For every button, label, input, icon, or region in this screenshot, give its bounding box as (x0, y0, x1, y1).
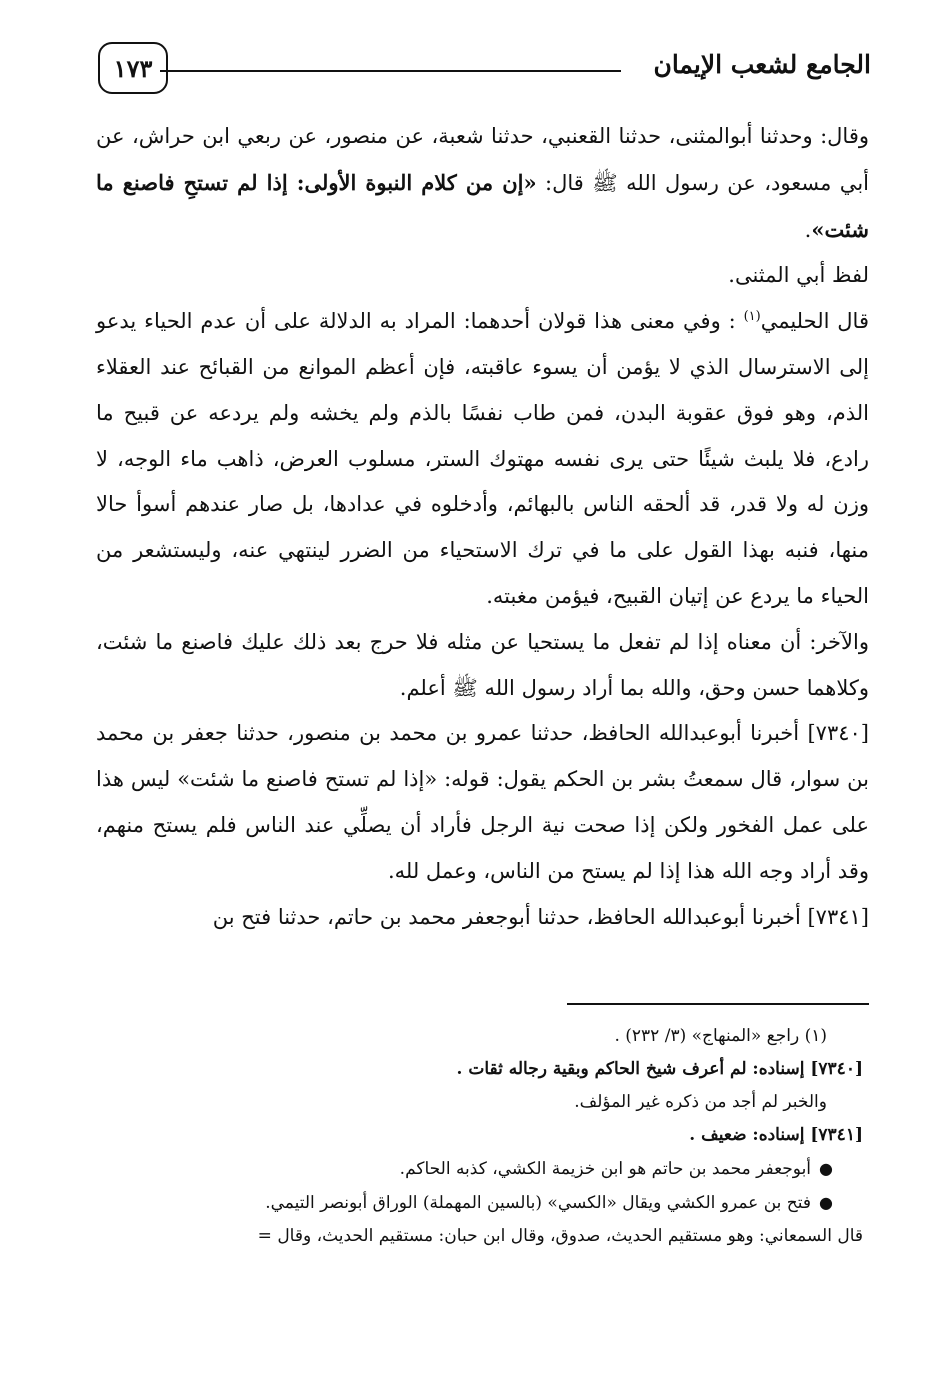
paragraph-6: [٧٣٤١] أخبرنا أبوعبدالله الحافظ، حدثنا أبوجعفر محمد بن حاتم، حدثنا فتح بن (212, 904, 869, 929)
bullet-icon: ● (819, 1159, 833, 1178)
book-title: الجامع لشعب الإيمان (653, 50, 871, 79)
page-number: ١٧٣ (98, 42, 168, 94)
footnote-bullet-1: ●أبوجعفر محمد بن حاتم هو ابن خزيمة الكشي، كذبه الحاكم. (110, 1152, 863, 1186)
paragraph-3 (96, 299, 869, 620)
p3-text: : وفي معنى هذا قولان أحدهما: المراد به الدلالة على أن عدم الحياء يدعو إلى الاسترسال الذي لا يؤمن أن يسوء عاقبته، فإن أعظم الموانع من القبائح عند العقلاء الذم، وهو فوق عقوبة البدن، فمن طاب نفسًا بالذم ولم يخشه ولم يردعه عن قبيح ما رادع، فلا يلبث شيئًا حتى يرى نفسه مهتوك الستر، مسلوب العرض، ذاهب ماء الوجه، لا وزن له ولا قدر، قد ألحقه الناس بالبهائم، وأدخلوه في عدادها، بل صار عندهم أسوأ حالا منها، فنبه بهذا القول على ما في ترك الاستحياء من الضرر لينتهي عنه، وليستشعر من الحياء ما يردع عن إتيان القبيح، فيؤمن مغبته. (96, 309, 869, 608)
footnote-7341: [٧٣٤١] إسناده: ضعيف . (689, 1125, 863, 1145)
p1-intro: وقال: وحدثنا أبوالمثنى، حدثنا القعنبي، حدثنا شعبة، عن منصور، عن ربعي ابن حراش، عن أبي مسعود، عن رسول الله ﷺ قال: (96, 124, 869, 195)
p1-quote: «إن من كلام النبوة الأولى: إذا لم تستحِ فاصنع ما شئت» (96, 169, 869, 242)
footnote-rule (567, 1003, 869, 1005)
footnote-7340: [٧٣٤٠] إسناده: لم أعرف شيخ الحاكم وبقية رجاله ثقات . (456, 1059, 863, 1079)
paragraph-4: والآخر: أن معناه إذا لم تفعل ما يستحيا عن مثله فلا حرج بعد ذلك عليك فاصنع ما شئت، وكلاهما حسن وحق، والله بما أراد رسول الله ﷺ أعلم. (96, 629, 869, 700)
footnotes (110, 1020, 863, 1253)
footnote-bullet-2: ●فتح بن عمرو الكشي ويقال «الكسي» (بالسين المهملة) الوراق أبونصر التيمي. (110, 1186, 863, 1220)
paragraph-2: لفظ أبي المثنى. (728, 263, 869, 288)
bullet-icon: ● (819, 1193, 833, 1212)
footnote-ref-1: (١) (743, 309, 761, 325)
footnote-7340-note: والخبر لم أجد من ذكره غير المؤلف. (574, 1092, 827, 1112)
footnote-1: (١) راجع «المنهاج» (٣/ ٢٣٢) . (614, 1026, 827, 1046)
header-rule (160, 70, 621, 72)
paragraph-5: [٧٣٤٠] أخبرنا أبوعبدالله الحافظ، حدثنا عمرو بن محمد بن منصور، حدثنا جعفر بن محمد بن سوار، قال سمعتُ بشر بن الحكم يقول: قوله: «إذا لم تستح فاصنع ما شئت» ليس هذا على عمل الفخور ولكن إذا صحت نية الرجل فأراد أن يصلِّي عند الناس فلم يستح منهم، وقد أراد وجه الله هذا إذا لم يستح من الناس، وعمل لله. (96, 721, 869, 883)
footnote-continued: قال السمعاني: وهو مستقيم الحديث، صدوق، وقال ابن حبان: مستقيم الحديث، وقال = (257, 1226, 863, 1246)
main-text (96, 114, 869, 940)
paragraph-1 (96, 114, 869, 253)
page-header (98, 42, 871, 98)
p3-intro: قال الحليمي (760, 309, 869, 334)
p1-end: . (804, 217, 812, 242)
